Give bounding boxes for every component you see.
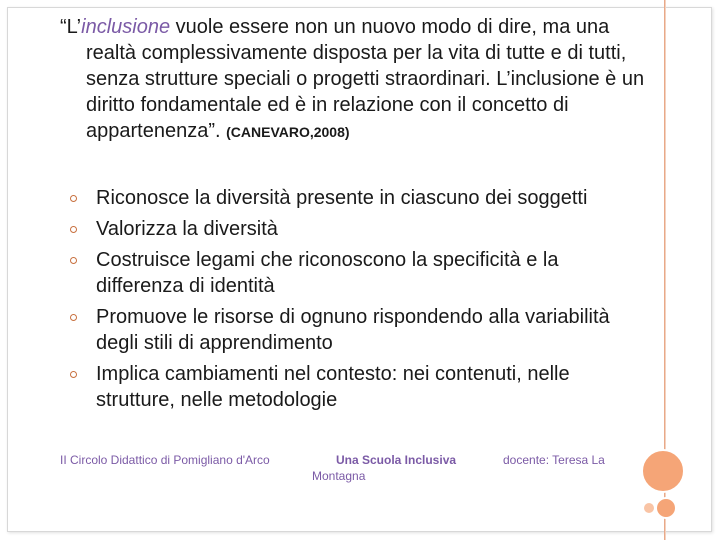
footer-teacher-continued: Montagna — [312, 469, 366, 483]
footer-title: Una Scuola Inclusiva — [336, 453, 457, 467]
decorative-circle-large — [641, 449, 685, 493]
list-item — [70, 216, 640, 242]
circle-bullet-icon — [70, 371, 77, 378]
footer-school: II Circolo Didattico di Pomigliano d'Arco — [60, 453, 270, 467]
bullet-text: Promuove le risorse di ognuno rispondendo alla variabilità degli stili di apprendimento — [96, 306, 610, 354]
quote-paragraph — [60, 14, 646, 145]
decorative-circle-small — [655, 497, 677, 519]
quote-open: “L’ — [60, 16, 82, 38]
circle-bullet-icon — [70, 226, 77, 233]
list-item — [70, 185, 640, 211]
decorative-circle-tiny — [644, 503, 654, 513]
bullet-text: Valorizza la diversità — [96, 218, 278, 240]
quote-citation: (CANEVARO,2008) — [226, 124, 350, 140]
list-item — [70, 247, 640, 299]
circle-bullet-icon — [70, 257, 77, 264]
list-item — [70, 361, 640, 413]
footer-teacher: docente: Teresa La — [503, 453, 605, 467]
quote-text: vuole essere non un nuovo modo di dire, ma una realtà complessivamente disposta per la vita di tutte e di tutti, senza strutture speciali o progetti straordinari. L’inclusione è un diritto fondamentale ed è in relazione con il concetto di appartenenza”. — [86, 16, 645, 142]
bullet-list — [70, 185, 640, 418]
bullet-text: Implica cambiamenti nel contesto: nei contenuti, nelle strutture, nelle metodologie — [96, 363, 570, 411]
list-item — [70, 304, 640, 356]
quote-keyword: inclusione — [81, 16, 171, 38]
bullet-text: Costruisce legami che riconoscono la specificità e la differenza di identità — [96, 249, 559, 297]
circle-bullet-icon — [70, 195, 77, 202]
circle-bullet-icon — [70, 314, 77, 321]
bullet-text: Riconosce la diversità presente in ciascuno dei soggetti — [96, 187, 588, 209]
